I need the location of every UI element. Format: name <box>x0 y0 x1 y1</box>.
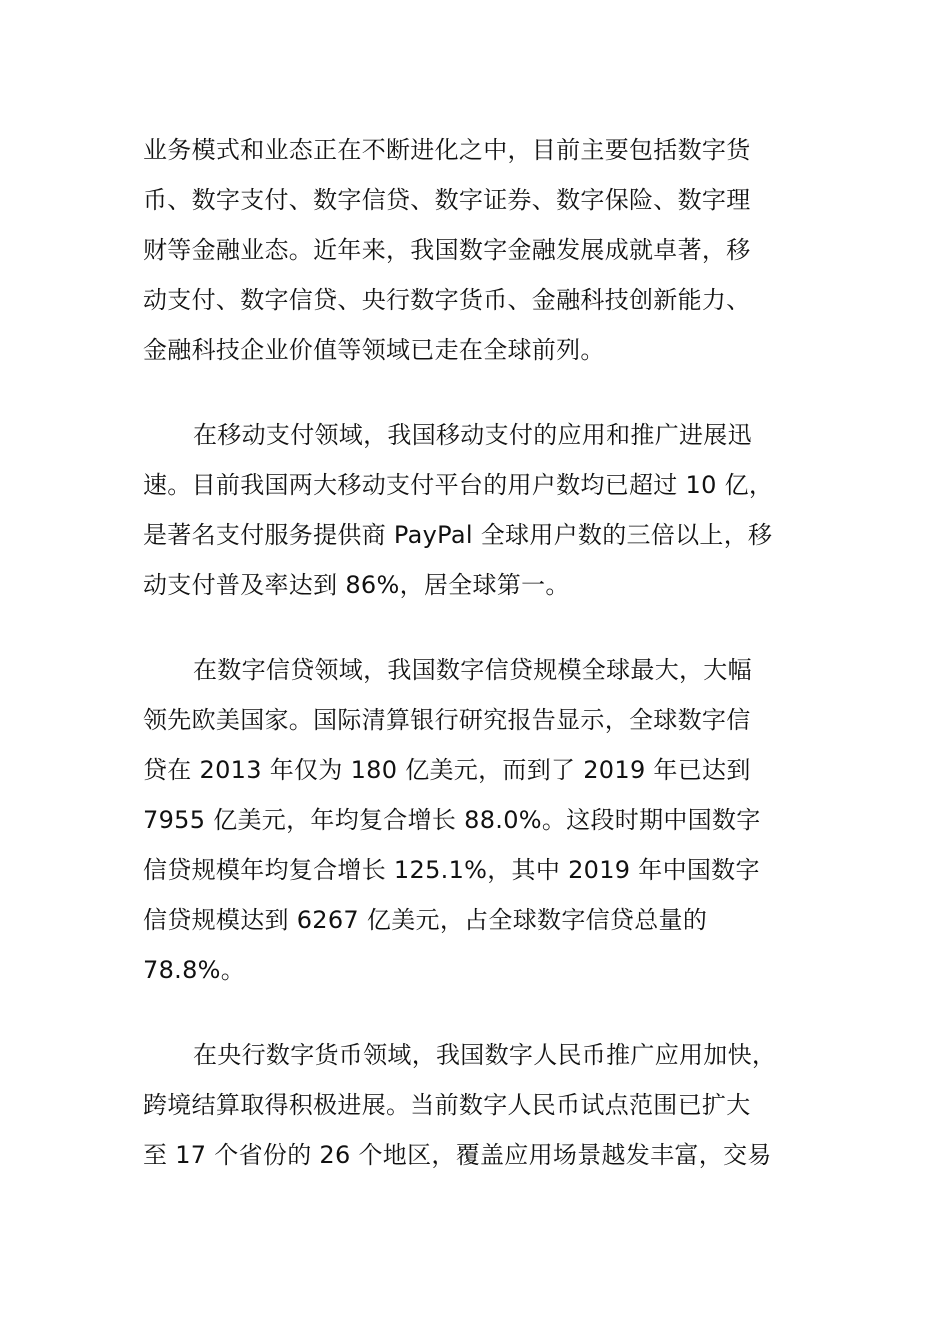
text-line: 速。目前我国两大移动支付平台的用户数均已超过 10 亿， <box>143 471 774 499</box>
text-line: 信贷规模年均复合增长 125.1%，其中 2019 年中国数字 <box>143 856 760 884</box>
text-line: 78.8%。 <box>143 956 246 984</box>
text-line: 贷在 2013 年仅为 180 亿美元，而到了 2019 年已达到 <box>143 756 751 784</box>
text-line: 跨境结算取得积极进展。当前数字人民币试点范围已扩大 <box>143 1091 751 1119</box>
text-line: 在移动支付领域，我国移动支付的应用和推广进展迅 <box>193 421 752 449</box>
text-line: 在央行数字货币领域，我国数字人民币推广应用加快， <box>193 1041 777 1069</box>
text-line: 是著名支付服务提供商 PayPal 全球用户数的三倍以上，移 <box>143 521 773 549</box>
text-line: 至 17 个省份的 26 个地区，覆盖应用场景越发丰富，交易 <box>143 1141 772 1169</box>
text-line: 财等金融业态。近年来，我国数字金融发展成就卓著，移 <box>143 236 751 264</box>
text-line: 金融科技企业价值等领域已走在全球前列。 <box>143 336 605 364</box>
text-line: 动支付、数字信贷、央行数字货币、金融科技创新能力、 <box>143 286 751 314</box>
text-line: 在数字信贷领域，我国数字信贷规模全球最大，大幅 <box>193 656 752 684</box>
text-line: 7955 亿美元，年均复合增长 88.0%。这段时期中国数字 <box>143 806 761 834</box>
text-line: 动支付普及率达到 86%，居全球第一。 <box>143 571 570 599</box>
text-line: 业务模式和业态正在不断进化之中，目前主要包括数字货 <box>143 136 751 164</box>
text-line: 信贷规模达到 6267 亿美元，占全球数字信贷总量的 <box>143 906 708 934</box>
text-line: 领先欧美国家。国际清算银行研究报告显示，全球数字信 <box>143 706 751 734</box>
text-line: 币、数字支付、数字信贷、数字证券、数字保险、数字理 <box>143 186 751 214</box>
